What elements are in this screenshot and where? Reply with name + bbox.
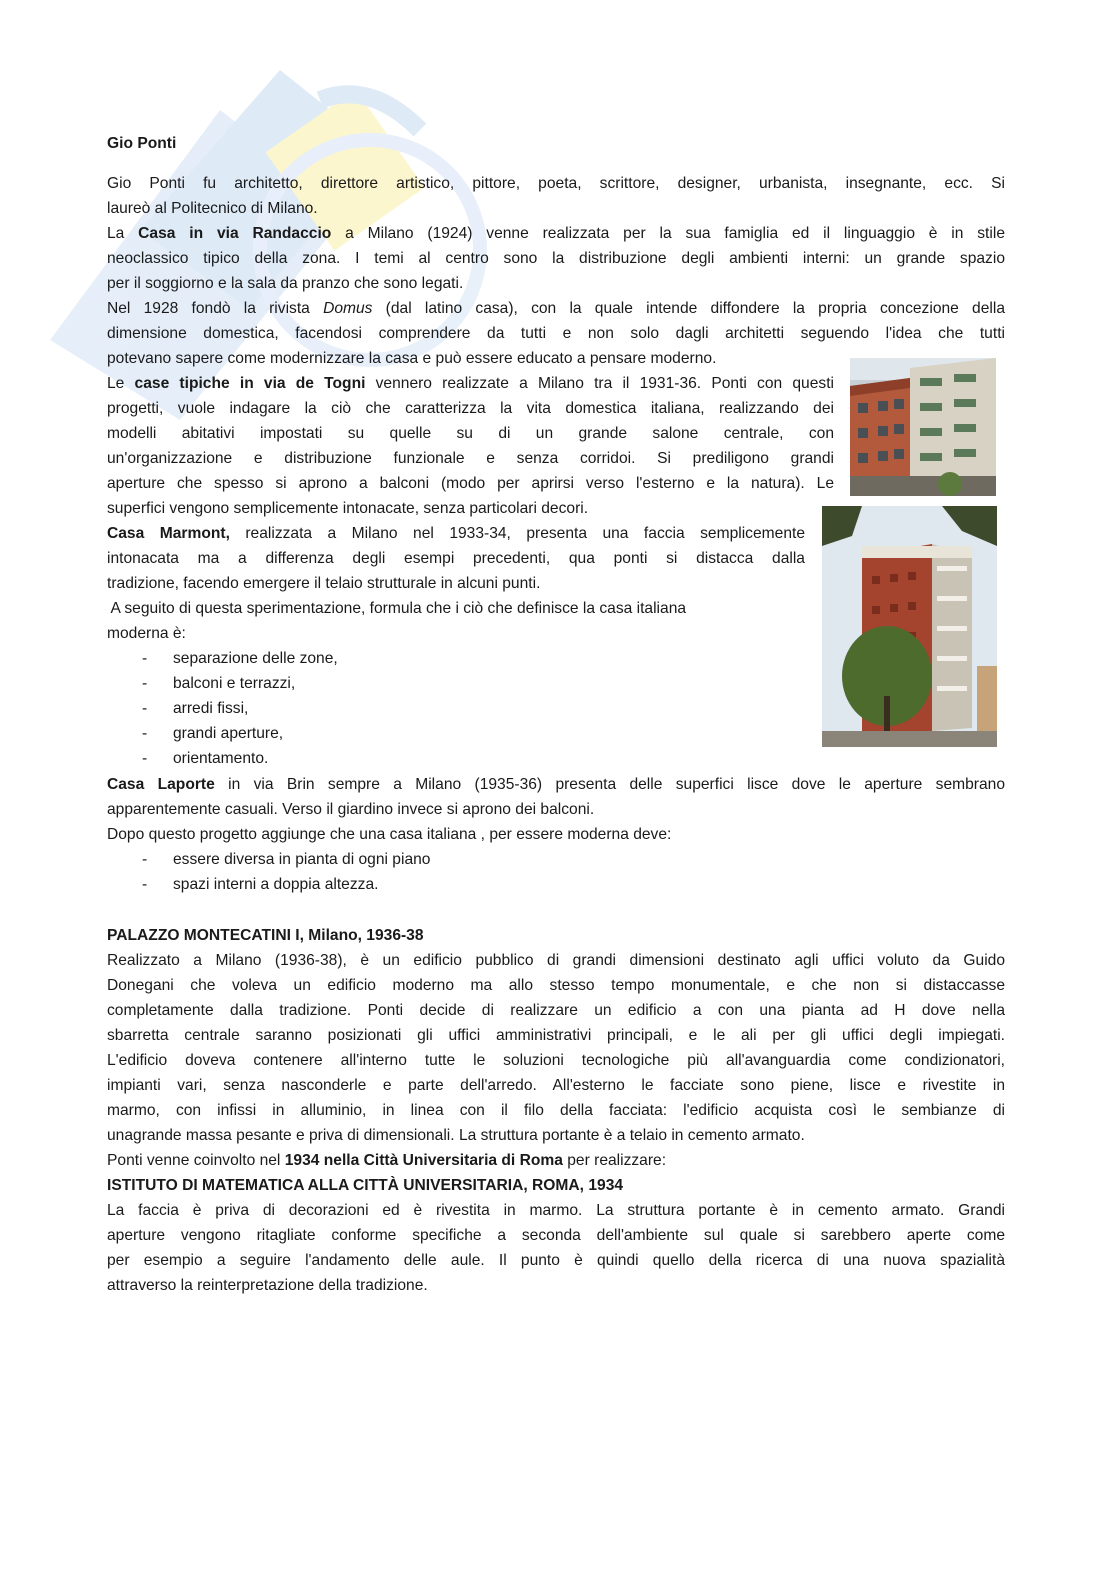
page-title: Gio Ponti <box>107 135 177 152</box>
matematica-line-3: per esempio a seguire l'andamento delle aule. Il punto è quindi quello della ricerca di una nuova spazialità <box>107 1252 1005 1269</box>
list-item: separazione delle zone, <box>173 650 338 667</box>
montecatini-line-6: impianti vari, senza nasconderle e parte dell'arredo. All'esterno le facciate sono piene, lisce e rivestite in <box>107 1077 1005 1094</box>
matematica-line-2: aperture vengono ritagliate conforme specifiche a seconda dell'ambiente sul quale si sarebbero aperte come <box>107 1227 1005 1244</box>
list-item: orientamento. <box>173 750 269 767</box>
laporte-line-2: apparentemente casuali. Verso il giardino invece si aprono dei balconi. <box>107 801 595 818</box>
photo-casa-marmont <box>822 506 997 747</box>
matematica-line-4: attraverso la reinterpretazione della tradizione. <box>107 1277 428 1294</box>
list-dash: - <box>142 750 148 767</box>
togni-line-4: un'organizzazione e distribuzione funzionale e senza corridoi. Si prediligono grandi <box>107 450 834 467</box>
domus-line-3: potevano sapere come modernizzare la casa e può essere educato a pensare moderno. <box>107 350 717 367</box>
togni-line-5: aperture che spesso si aprono a balconi (modo per aprirsi verso l'esterno e la natura). Le <box>107 475 834 492</box>
list-dash: - <box>142 725 148 742</box>
marmont-line-2: intonacata ma a differenza degli esempi precedenti, qua ponti si distacca dalla <box>107 550 805 567</box>
togni-line-3: modelli abitativi impostati su quelle su di un grande salone centrale, con <box>107 425 834 442</box>
section-heading-matematica: ISTITUTO DI MATEMATICA ALLA CITTÀ UNIVERSITARIA, ROMA, 1934 <box>107 1177 624 1194</box>
marmont-line-4: A seguito di questa sperimentazione, formula che i ciò che definisce la casa italiana <box>107 600 687 617</box>
list-dash: - <box>142 675 148 692</box>
montecatini-line-4: sbarretta centrale saranno posizionati gli uffici amministrativi principali, e le ali per gli uffici degli impiegati. <box>107 1027 1005 1044</box>
list-item: balconi e terrazzi, <box>173 675 296 692</box>
montecatini-line-9: Ponti venne coinvolto nel 1934 nella Città Universitaria di Roma per realizzare: <box>107 1152 667 1169</box>
montecatini-line-3: completamente dalla tradizione. Ponti decide di realizzare un edificio a con una pianta ad H dove nella <box>107 1002 1005 1019</box>
list-dash: - <box>142 851 148 868</box>
togni-line-6: superfici vengono semplicemente intonacate, senza particolari decori. <box>107 500 589 517</box>
domus-line-2: dimensione domestica, facendosi comprendere da tutti e non solo dagli architetti seguendo l'idea che tutti <box>107 325 1005 342</box>
montecatini-line-2: Donegani che voleva un edificio moderno ma allo stesso tempo monumentale, e che non si distaccasse <box>107 977 1005 994</box>
list-dash: - <box>142 700 148 717</box>
list-item: grandi aperture, <box>173 725 284 742</box>
marmont-line-1: Casa Marmont, realizzata a Milano nel 1933-34, presenta una faccia semplicemente <box>107 525 805 542</box>
randaccio-line-2: neoclassico tipico della zona. I temi al centro sono la distribuzione degli ambienti interni: un grande spazio <box>107 250 1005 267</box>
montecatini-line-7: marmo, con infissi in alluminio, in linea con il filo della facciata: l'edificio acquista così le sembianze di <box>107 1102 1005 1119</box>
laporte-line-3: Dopo questo progetto aggiunge che una casa italiana , per essere moderna deve: <box>107 826 672 843</box>
randaccio-line-3: per il soggiorno e la sala da pranzo che sono legati. <box>107 275 464 292</box>
togni-line-2: progetti, vuole indagare la ciò che caratterizza la vita domestica italiana, realizzando dei <box>107 400 834 417</box>
domus-line-1: Nel 1928 fondò la rivista Domus (dal latino casa), con la quale intende diffondere la propria concezione della <box>107 300 1005 317</box>
matematica-line-1: La faccia è priva di decorazioni ed è rivestita in marmo. La struttura portante è in cemento armato. Grandi <box>107 1202 1005 1219</box>
laporte-line-1: Casa Laporte in via Brin sempre a Milano (1935-36) presenta delle superfici lisce dove le aperture sembrano <box>107 776 1005 793</box>
marmont-line-3: tradizione, facendo emergere il telaio strutturale in alcuni punti. <box>107 575 541 592</box>
montecatini-line-5: L'edificio doveva contenere all'interno tutte le soluzioni tecnologiche più all'avanguardia come condizionatori, <box>107 1052 1005 1069</box>
section-heading-montecatini: PALAZZO MONTECATINI I, Milano, 1936-38 <box>107 927 424 944</box>
intro-line-2: laureò al Politecnico di Milano. <box>107 200 318 217</box>
list-dash: - <box>142 650 148 667</box>
list-item: arredi fissi, <box>173 700 249 717</box>
photo-case-via-de-togni <box>850 358 996 496</box>
list-item: essere diversa in pianta di ogni piano <box>173 851 431 868</box>
togni-line-1: Le case tipiche in via de Togni vennero realizzate a Milano tra il 1931-36. Ponti con questi <box>107 375 834 392</box>
marmont-line-5: moderna è: <box>107 625 186 642</box>
intro-line-1: Gio Ponti fu architetto, direttore artistico, pittore, poeta, scrittore, designer, urbanista, insegnante, ecc. Si <box>107 175 1005 192</box>
montecatini-line-1: Realizzato a Milano (1936-38), è un edificio pubblico di grandi dimensioni destinato agli uffici voluto da Guido <box>107 952 1005 969</box>
randaccio-line-1: La Casa in via Randaccio a Milano (1924) venne realizzata per la sua famiglia ed il linguaggio è in stile <box>107 225 1005 242</box>
montecatini-line-8: unagrande massa pesante e priva di dimensionali. La struttura portante è a telaio in cemento armato. <box>107 1127 805 1144</box>
list-item: spazi interni a doppia altezza. <box>173 876 379 893</box>
list-dash: - <box>142 876 148 893</box>
